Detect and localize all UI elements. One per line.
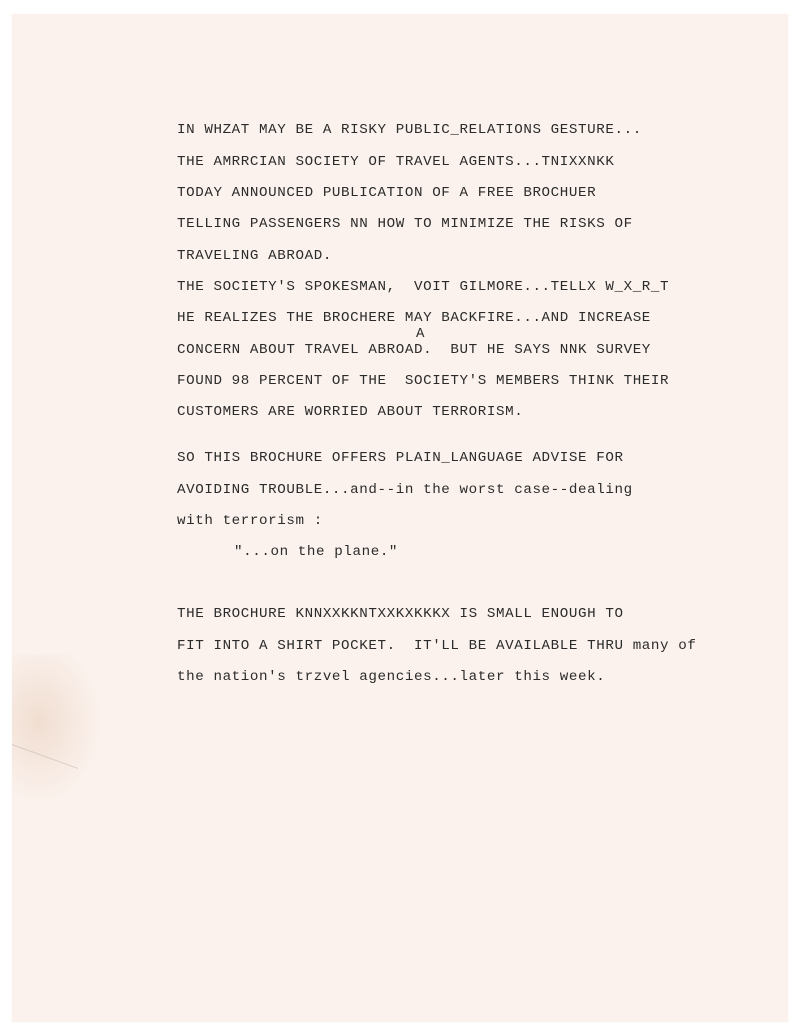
script-line: TRAVELING ABROAD. — [177, 248, 332, 264]
script-line: THE BROCHURE KNNXXKKNTXXKXKKKX IS SMALL ENOUGH TO — [177, 606, 624, 622]
script-line: FIT INTO A SHIRT POCKET. IT'LL BE AVAILABLE THRU many of — [177, 638, 697, 654]
script-line: TELLING PASSENGERS NN HOW TO MINIMIZE THE RISKS OF — [177, 216, 633, 232]
script-line: HE REALIZES THE BROCHERE MAY BACKFIRE...AND INCREASE — [177, 310, 651, 326]
script-line: CONCERN ABOUT TRAVEL ABROAD. BUT HE SAYS NNK SURVEY — [177, 342, 651, 358]
typed-script — [177, 122, 697, 685]
script-line: TODAY ANNOUNCED PUBLICATION OF A FREE BROCHUER — [177, 185, 597, 201]
document-page — [12, 14, 788, 1022]
insertion-mark: A — [416, 326, 425, 342]
script-line: with terrorism : — [177, 513, 323, 529]
script-line: AVOIDING TROUBLE...and--in the worst case--dealing — [177, 482, 633, 498]
script-line: "...on the plane." — [234, 544, 399, 560]
script-line: the nation's trzvel agencies...later this week. — [177, 669, 606, 685]
script-line: THE AMRRCIAN SOCIETY OF TRAVEL AGENTS...TNIXXNKK — [177, 154, 615, 170]
script-line: SO THIS BROCHURE OFFERS PLAIN_LANGUAGE ADVISE FOR — [177, 450, 624, 466]
script-line: CUSTOMERS ARE WORRIED ABOUT TERRORISM. — [177, 404, 524, 420]
script-line: THE SOCIETY'S SPOKESMAN, VOIT GILMORE...TELLX W_X_R_T — [177, 279, 670, 295]
script-line: FOUND 98 PERCENT OF THE SOCIETY'S MEMBERS THINK THEIR — [177, 373, 670, 389]
script-line: IN WHZAT MAY BE A RISKY PUBLIC_RELATIONS GESTURE... — [177, 122, 642, 138]
paper-stain — [12, 654, 102, 804]
